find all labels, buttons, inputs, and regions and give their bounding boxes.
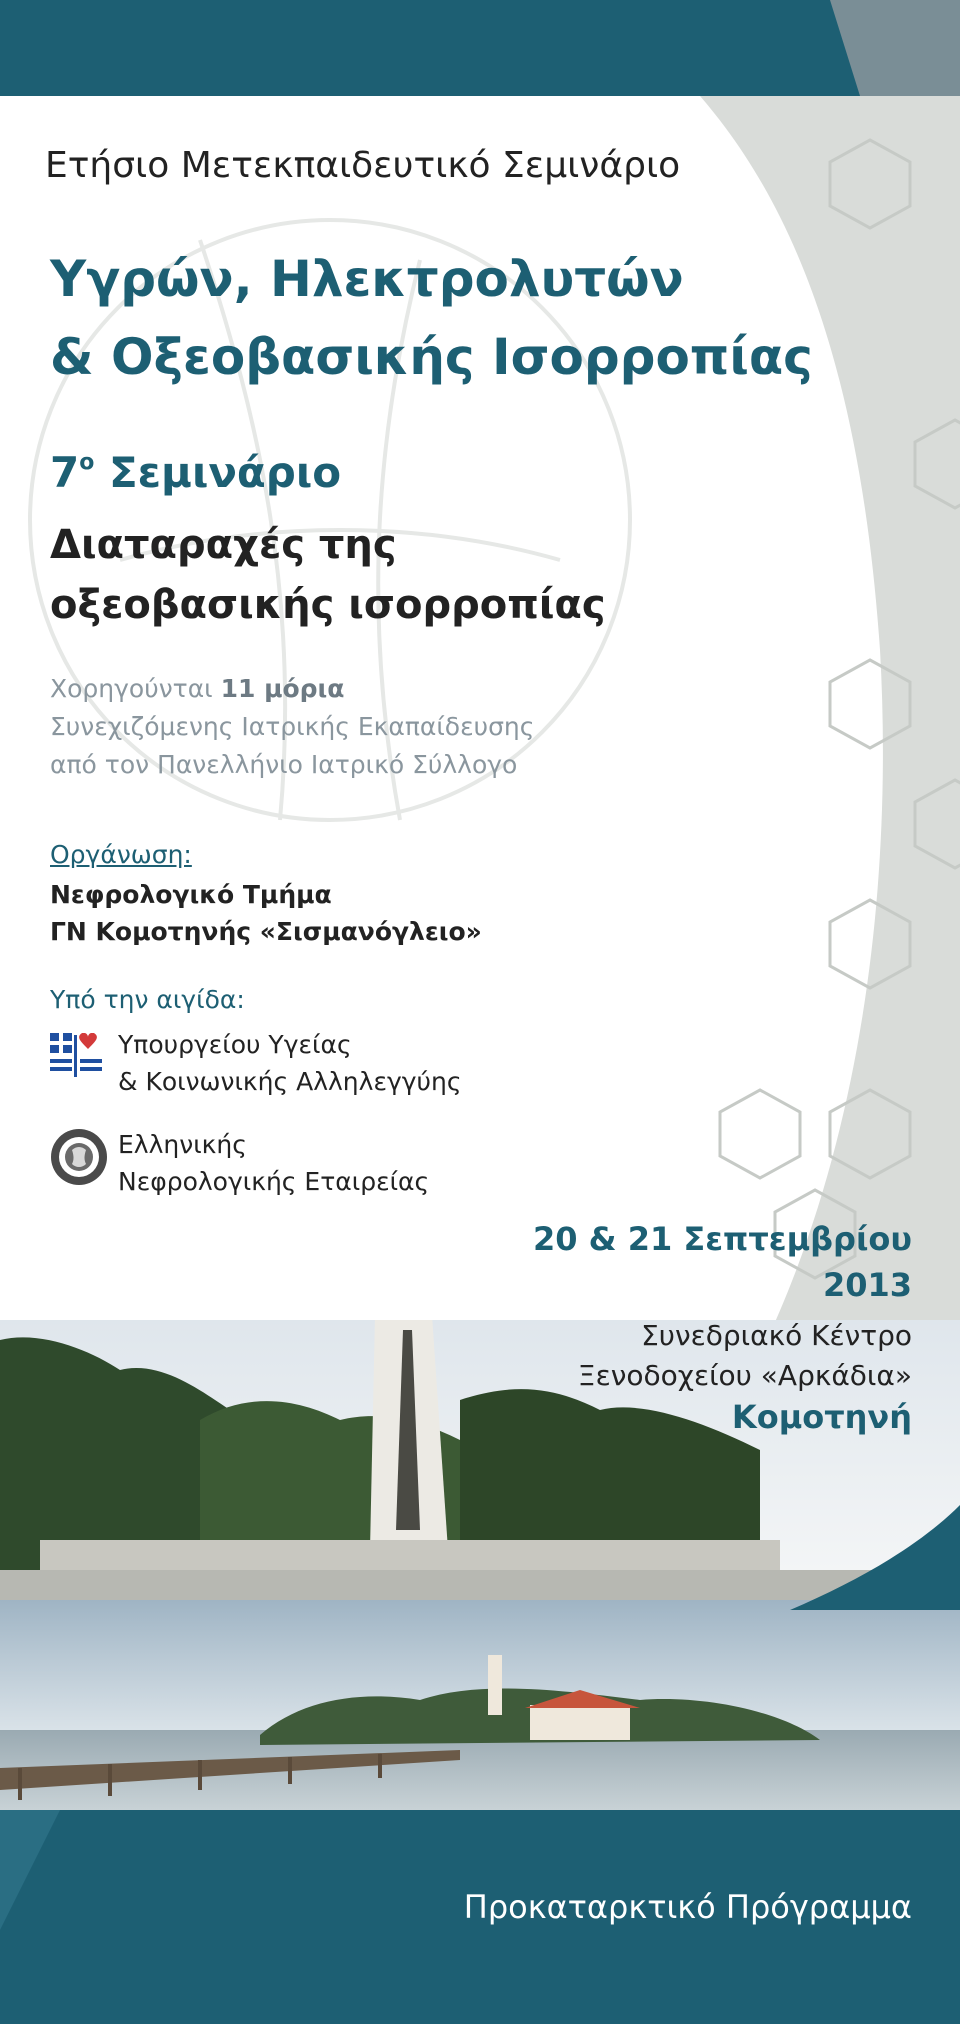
ministry-line2: & Κοινωνικής Αλληλεγγύης xyxy=(118,1067,462,1096)
credits-line3: από τον Πανελλήνιο Ιατρικό Σύλλογο xyxy=(50,750,518,779)
event-venue xyxy=(578,1316,912,1396)
credits-block xyxy=(50,670,534,784)
seminar-label: Σεμινάριο xyxy=(108,448,342,497)
organization-text xyxy=(50,876,482,950)
nephrology-society-seal-icon xyxy=(50,1128,108,1186)
venue-line2: Ξενοδοχείου «Αρκάδια» xyxy=(577,1359,912,1392)
seminar-topic-line1: Διαταραχές της xyxy=(50,522,397,568)
ministry-line1: Υπουργείου Υγείας xyxy=(118,1030,352,1059)
organization-label: Οργάνωση: xyxy=(50,840,192,869)
organization-line1: Νεφρολογικό Τμήμα xyxy=(50,880,332,909)
credits-line1 xyxy=(50,670,534,708)
seminar-topic xyxy=(50,515,606,635)
event-date: 20 & 21 Σεπτεμβρίου xyxy=(532,1220,912,1258)
seminar-topic-line2: οξεοβασικής ισορροπίας xyxy=(50,582,606,628)
credits-line2: Συνεχιζόμενης Ιατρικής Εκαπαίδευσης xyxy=(50,712,535,741)
society-text xyxy=(118,1126,429,1200)
credits-prefix: Χορηγούνται xyxy=(50,674,221,703)
ministry-text xyxy=(118,1026,462,1100)
event-city: Κομοτηνή xyxy=(731,1398,912,1436)
footer-title: Προκαταρκτικό Πρόγραμμα xyxy=(463,1888,912,1926)
series-title: Ετήσιο Μετεκπαιδευτικό Σεμινάριο xyxy=(45,145,681,186)
society-line2: Νεφρολογικής Εταιρείας xyxy=(118,1167,430,1196)
society-line1: Ελληνικής xyxy=(118,1130,247,1159)
main-title-line2: & Οξεοβασικής Ισορροπίας xyxy=(50,328,813,386)
venue-line1: Συνεδριακό Κέντρο xyxy=(641,1319,912,1352)
seminar-number xyxy=(50,448,341,497)
event-year: 2013 xyxy=(822,1266,912,1304)
organization-line2: ΓΝ Κομοτηνής «Σισμανόγλειο» xyxy=(50,917,482,946)
ministry-cross-flag-icon xyxy=(50,1033,102,1079)
seminar-number-digit: 7 xyxy=(50,448,80,497)
credits-points: 11 μόρια xyxy=(220,674,345,703)
seminar-number-suffix: ο xyxy=(79,450,95,475)
main-title xyxy=(50,240,813,396)
auspices-label: Υπό την αιγίδα: xyxy=(50,985,245,1014)
main-title-line1: Υγρών, Ηλεκτρολυτών xyxy=(50,250,684,308)
